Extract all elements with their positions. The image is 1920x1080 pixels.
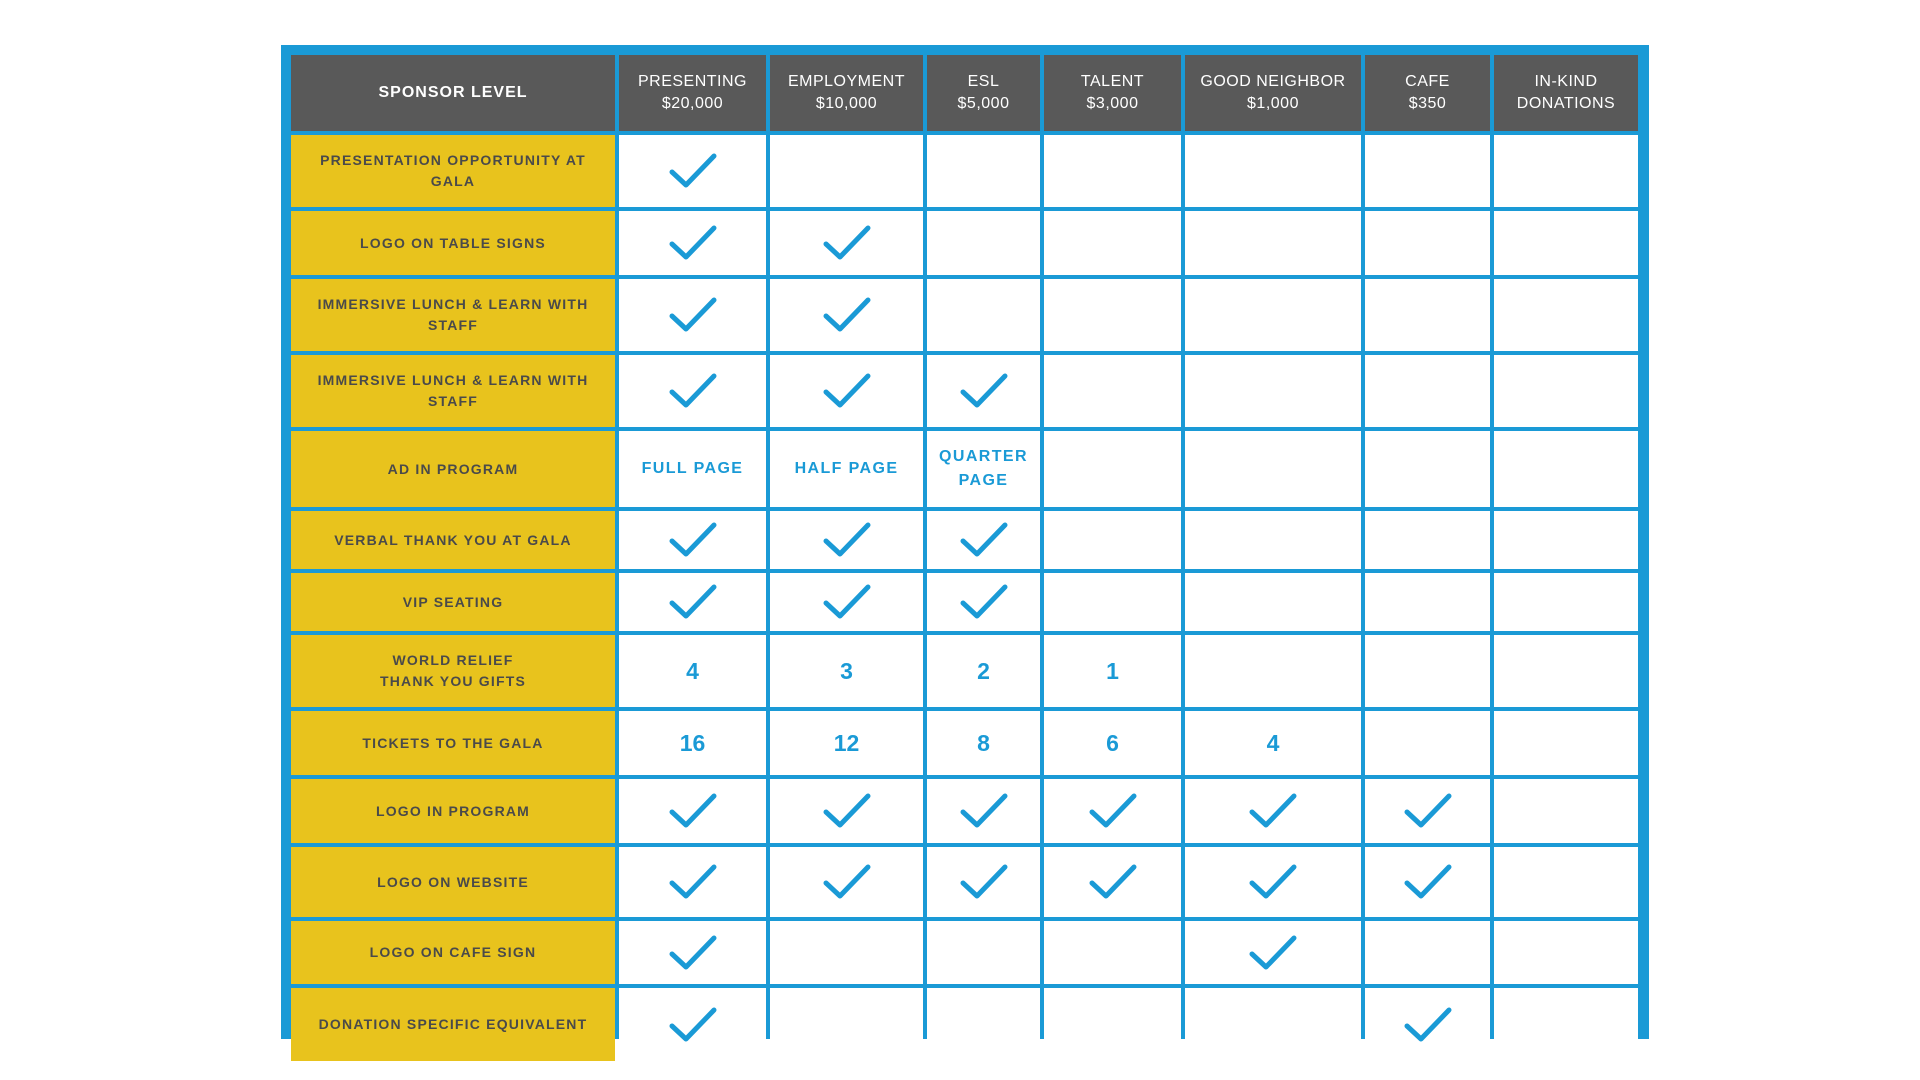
table-cell-number: 4: [619, 635, 766, 707]
checkmark-icon: [822, 371, 872, 411]
column-header-name: CAFE: [1405, 73, 1450, 90]
table-cell-text: HALF PAGE: [770, 431, 923, 507]
checkmark-icon: [1248, 791, 1298, 831]
checkmark-icon: [1403, 791, 1453, 831]
checkmark-icon: [822, 582, 872, 622]
column-header: [1365, 55, 1490, 131]
table-cell-empty: [927, 988, 1040, 1061]
table-cell-check: [1185, 779, 1361, 843]
table-cell-check: [1185, 921, 1361, 984]
checkmark-icon: [668, 520, 718, 560]
corner-header: SPONSOR LEVEL: [291, 55, 615, 131]
table-cell-empty: [1365, 711, 1490, 775]
checkmark-icon: [959, 520, 1009, 560]
feature-label-line: WORLD RELIEF: [392, 652, 514, 668]
table-cell-empty: [1185, 279, 1361, 351]
table-cell-number: 2: [927, 635, 1040, 707]
table-cell-empty: [1494, 635, 1638, 707]
table-cell-empty: [1185, 211, 1361, 275]
feature-label-line: DONATION SPECIFIC EQUIVALENT: [318, 1016, 588, 1032]
table-cell-empty: [1494, 279, 1638, 351]
table-cell-empty: [1044, 211, 1181, 275]
table-cell-empty: [1044, 921, 1181, 984]
table-cell-number: 4: [1185, 711, 1361, 775]
table-cell-check: [619, 847, 766, 917]
feature-label-line: VIP SEATING: [402, 593, 504, 610]
feature-label-line: LOGO ON TABLE SIGNS: [360, 234, 546, 251]
table-cell-empty: [1494, 135, 1638, 207]
checkmark-icon: [668, 791, 718, 831]
table-cell-empty: [770, 921, 923, 984]
feature-label-line: STAFF: [427, 317, 479, 333]
feature-label-line: LOGO ON WEBSITE: [377, 873, 529, 890]
feature-label-line: STAFF: [427, 393, 479, 409]
table-cell-empty: [1044, 511, 1181, 569]
table-cell-check: [619, 779, 766, 843]
column-header: [927, 55, 1040, 131]
table-cell-empty: [1044, 988, 1181, 1061]
checkmark-icon: [668, 223, 718, 263]
column-header-name: GOOD NEIGHBOR: [1200, 73, 1346, 90]
row-feature-label: [291, 921, 615, 984]
table-cell-number: 16: [619, 711, 766, 775]
table-cell-empty: [1044, 279, 1181, 351]
table-cell-empty: [1185, 355, 1361, 427]
table-cell-text: FULL PAGE: [619, 431, 766, 507]
table-cell-empty: [1365, 921, 1490, 984]
table-cell-check: [1365, 847, 1490, 917]
column-header: [1185, 55, 1361, 131]
table-cell-empty: [1365, 279, 1490, 351]
table-cell-empty: [1044, 573, 1181, 631]
table-cell-empty: [1365, 211, 1490, 275]
table-cell-check: [1044, 847, 1181, 917]
table-cell-empty: [927, 211, 1040, 275]
column-header-amount: $1,000: [1247, 95, 1299, 112]
table-cell-check: [770, 847, 923, 917]
checkmark-icon: [1088, 791, 1138, 831]
table-cell-empty: [927, 921, 1040, 984]
column-header-name: ESL: [967, 73, 1000, 90]
table-cell-empty: [770, 135, 923, 207]
table-cell-check: [770, 355, 923, 427]
checkmark-icon: [668, 862, 718, 902]
checkmark-icon: [959, 371, 1009, 411]
row-feature-label: [291, 355, 615, 427]
table-cell-empty: [1494, 711, 1638, 775]
table-cell-check: [619, 573, 766, 631]
row-feature-label: [291, 511, 615, 569]
table-cell-empty: [1185, 511, 1361, 569]
table-cell-check: [619, 211, 766, 275]
table-cell-number: 12: [770, 711, 923, 775]
table-cell-empty: [1365, 511, 1490, 569]
table-cell-empty: [1185, 135, 1361, 207]
table-cell-check: [770, 573, 923, 631]
row-feature-label: [291, 211, 615, 275]
table-cell-check: [619, 135, 766, 207]
checkmark-icon: [668, 295, 718, 335]
table-cell-empty: [770, 988, 923, 1061]
checkmark-icon: [822, 862, 872, 902]
table-cell-empty: [1365, 431, 1490, 507]
row-feature-label: [291, 847, 615, 917]
table-cell-empty: [1494, 988, 1638, 1061]
table-cell-empty: [1185, 573, 1361, 631]
column-header-name: IN-KIND: [1534, 73, 1598, 90]
table-cell-check: [927, 355, 1040, 427]
row-feature-label: [291, 988, 615, 1061]
column-header-amount: $3,000: [1086, 95, 1139, 112]
table-cell-empty: [1494, 355, 1638, 427]
table-cell-empty: [1185, 635, 1361, 707]
table-cell-empty: [1044, 355, 1181, 427]
row-feature-label: [291, 573, 615, 631]
feature-label-line: PRESENTATION OPPORTUNITY AT: [320, 152, 586, 168]
column-header-amount: $10,000: [815, 95, 878, 112]
checkmark-icon: [822, 295, 872, 335]
feature-label-line: LOGO IN PROGRAM: [375, 802, 531, 819]
checkmark-icon: [668, 151, 718, 191]
column-header: [1494, 55, 1638, 131]
table-cell-number: 6: [1044, 711, 1181, 775]
checkmark-icon: [668, 371, 718, 411]
column-header: [1044, 55, 1181, 131]
table-cell-empty: [1365, 355, 1490, 427]
table-cell-check: [927, 779, 1040, 843]
row-feature-label: [291, 635, 615, 707]
table-cell-check: [770, 211, 923, 275]
table-cell-check: [619, 511, 766, 569]
feature-label-line: TICKETS TO THE GALA: [362, 734, 544, 751]
feature-label-line: AD IN PROGRAM: [387, 460, 519, 477]
table-cell-empty: [927, 135, 1040, 207]
checkmark-icon: [1403, 862, 1453, 902]
table-cell-check: [927, 511, 1040, 569]
sponsorship-table-frame: [281, 45, 1649, 1039]
checkmark-icon: [822, 223, 872, 263]
column-header-name: TALENT: [1080, 73, 1145, 90]
feature-label-line: GALA: [430, 173, 476, 189]
checkmark-icon: [1088, 862, 1138, 902]
table-cell-check: [619, 921, 766, 984]
table-cell-empty: [1365, 135, 1490, 207]
checkmark-icon: [1403, 1005, 1453, 1045]
feature-label-line: THANK YOU GIFTS: [379, 673, 527, 689]
checkmark-icon: [959, 791, 1009, 831]
feature-label-line: VERBAL THANK YOU AT GALA: [334, 531, 572, 548]
table-cell-empty: [1044, 431, 1181, 507]
column-header: [619, 55, 766, 131]
row-feature-label: [291, 779, 615, 843]
column-header-name: EMPLOYMENT: [787, 73, 905, 90]
row-feature-label: [291, 135, 615, 207]
checkmark-icon: [822, 791, 872, 831]
sponsorship-table: [291, 55, 1638, 1061]
row-feature-label: [291, 711, 615, 775]
table-cell-check: [1185, 847, 1361, 917]
checkmark-icon: [668, 933, 718, 973]
table-cell-check: [770, 279, 923, 351]
column-header-amount: DONATIONS: [1516, 95, 1616, 112]
table-cell-text: QUARTER PAGE: [927, 431, 1040, 507]
table-cell-empty: [927, 279, 1040, 351]
checkmark-icon: [959, 862, 1009, 902]
feature-label-line: LOGO ON CAFE SIGN: [369, 944, 537, 960]
table-cell-empty: [1185, 431, 1361, 507]
feature-label-line: IMMERSIVE LUNCH & LEARN WITH: [317, 372, 589, 388]
table-cell-empty: [1494, 211, 1638, 275]
checkmark-icon: [1248, 862, 1298, 902]
table-cell-number: 1: [1044, 635, 1181, 707]
table-cell-empty: [1494, 921, 1638, 984]
table-cell-empty: [1494, 573, 1638, 631]
table-cell-check: [1365, 988, 1490, 1061]
table-cell-empty: [1365, 573, 1490, 631]
column-header-amount: $350: [1408, 95, 1447, 112]
table-cell-empty: [1365, 635, 1490, 707]
column-header-amount: $20,000: [661, 95, 724, 112]
column-header-amount: $5,000: [957, 95, 1010, 112]
table-cell-check: [1365, 779, 1490, 843]
table-cell-empty: [1494, 847, 1638, 917]
checkmark-icon: [668, 582, 718, 622]
column-header-name: PRESENTING: [637, 73, 747, 90]
checkmark-icon: [668, 1005, 718, 1045]
column-header: [770, 55, 923, 131]
table-cell-empty: [1494, 431, 1638, 507]
row-feature-label: [291, 431, 615, 507]
checkmark-icon: [959, 582, 1009, 622]
table-cell-check: [770, 779, 923, 843]
table-cell-empty: [1185, 988, 1361, 1061]
table-cell-check: [927, 847, 1040, 917]
table-cell-check: [619, 355, 766, 427]
table-cell-empty: [1494, 511, 1638, 569]
table-cell-empty: [1494, 779, 1638, 843]
table-cell-check: [619, 988, 766, 1061]
table-cell-number: 8: [927, 711, 1040, 775]
table-cell-check: [770, 511, 923, 569]
table-cell-check: [1044, 779, 1181, 843]
checkmark-icon: [1248, 933, 1298, 973]
checkmark-icon: [822, 520, 872, 560]
table-cell-empty: [1044, 135, 1181, 207]
row-feature-label: [291, 279, 615, 351]
table-cell-check: [927, 573, 1040, 631]
feature-label-line: IMMERSIVE LUNCH & LEARN WITH: [317, 296, 589, 312]
table-cell-check: [619, 279, 766, 351]
table-cell-number: 3: [770, 635, 923, 707]
